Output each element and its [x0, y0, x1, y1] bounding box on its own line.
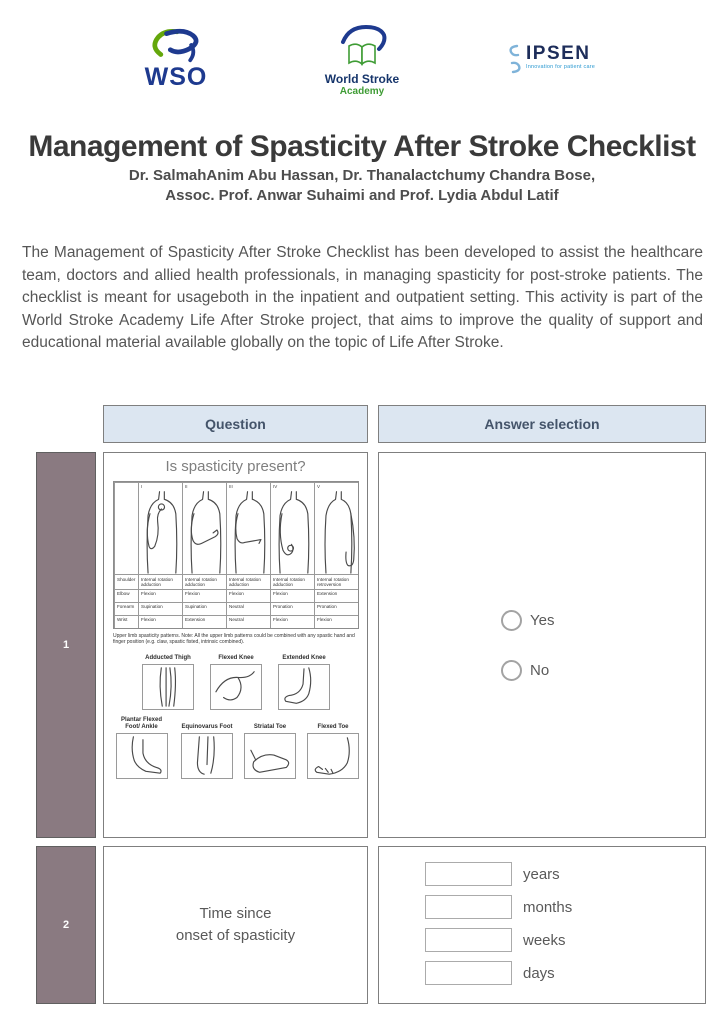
pattern-table-cell: Internal rotation retroversion [314, 574, 358, 589]
open-book-icon [333, 55, 391, 72]
question-cell-2 [103, 846, 368, 1004]
pattern-numeral: IV [273, 484, 278, 489]
wso-logo-text: WSO [144, 63, 208, 91]
pattern-table-cell: Flexion [270, 615, 314, 628]
years-label: years [523, 865, 560, 883]
row-number-badge-2: 2 [36, 846, 96, 1004]
pattern-table-cell: Neutral [226, 615, 270, 628]
question-column-header: Question [103, 405, 368, 443]
pattern-table-cell: Supination [138, 602, 182, 615]
question-2-line1: Time since [199, 905, 272, 922]
pattern-numeral: III [229, 484, 233, 489]
lower-pattern-item [244, 717, 296, 779]
time-entry-row-months [425, 895, 705, 919]
pattern-table-row-label: Shoulder [114, 574, 138, 589]
pattern-table-cell: Flexion [138, 615, 182, 628]
row-number-badge-1: 1 [36, 452, 96, 838]
radio-label-no: No [530, 661, 550, 679]
lower-pattern-label: Striatal Toe [253, 723, 287, 730]
time-entry-row-days [425, 961, 705, 985]
ipsen-logo-text: IPSEN [526, 43, 591, 64]
lower-pattern-label: Equinovarus Foot [181, 723, 233, 730]
pattern-table-cell: Flexion [314, 615, 358, 628]
question-1-text: Is spasticity present? [165, 458, 306, 475]
days-input[interactable] [425, 961, 512, 985]
question-2-text [176, 903, 295, 947]
lower-pattern-label: Extended Knee [282, 655, 326, 661]
pattern-table-cell: Internal rotation adduction [270, 574, 314, 589]
lower-pattern-item [113, 717, 170, 779]
days-label: days [523, 964, 555, 982]
lower-limb-patterns-row1 [113, 655, 359, 710]
pattern-table-row-label: Wrist [114, 615, 138, 628]
time-entry-row-weeks [425, 928, 705, 952]
months-label: months [523, 898, 573, 916]
lower-pattern-label: Flexed Toe [317, 723, 349, 730]
question-cell-1 [103, 452, 368, 838]
striatal-toe-sketch [244, 733, 296, 779]
lower-pattern-item [181, 717, 233, 779]
lower-pattern-label: Plantar Flexed Foot/ Ankle [120, 716, 162, 730]
wsa-logo-line1: World Stroke [324, 72, 400, 86]
pattern-iv-sketch [270, 482, 314, 574]
weeks-input[interactable] [425, 928, 512, 952]
ipsen-logo [507, 44, 627, 79]
lower-pattern-item [278, 655, 330, 710]
radio-button-no[interactable] [501, 660, 522, 681]
lower-pattern-item [210, 655, 262, 710]
pattern-table-cell: Internal rotation adduction [182, 574, 226, 589]
radio-label-yes: Yes [530, 611, 555, 629]
lower-pattern-label: Flexed Knee [218, 655, 254, 661]
pattern-table-cell: Pronation [314, 602, 358, 615]
answer-cell-2 [378, 846, 706, 1004]
question-2-line2: onset of spasticity [175, 927, 296, 944]
radio-button-yes[interactable] [501, 610, 522, 631]
pattern-table-cell: Flexion [226, 589, 270, 602]
lower-pattern-label: Adducted Thigh [145, 655, 191, 661]
lower-pattern-item [142, 655, 194, 710]
pattern-numeral: V [317, 484, 321, 489]
equinovarus-foot-sketch [181, 733, 233, 779]
flexed-knee-sketch [210, 664, 262, 710]
years-input[interactable] [425, 862, 512, 886]
authors [0, 166, 724, 206]
ipsen-tagline: Innovation for patient care [526, 64, 595, 70]
pattern-table-row-label: Elbow [114, 589, 138, 602]
pattern-table-cell: Pronation [270, 602, 314, 615]
figure-caption: Upper limb spasticity patterns. Note: All the upper limb patterns could be combined with any spastic hand and finger position (e.g. claw, spastic fisted, intrinsic combined). [113, 632, 355, 646]
pattern-table-cell: Internal rotation adduction [138, 574, 182, 589]
pattern-ii-sketch [182, 482, 226, 574]
flexed-toe-sketch [307, 733, 359, 779]
pattern-table-cell: Supination [182, 602, 226, 615]
pattern-table-cell: Extension [182, 615, 226, 628]
world-stroke-academy-logo [316, 24, 408, 98]
wso-logo [136, 28, 216, 92]
weeks-label: weeks [523, 931, 566, 949]
lower-limb-patterns-row2 [113, 717, 359, 779]
lower-pattern-item [307, 717, 359, 779]
pattern-iii-sketch [226, 482, 270, 574]
plantar-flexed-foot-sketch [116, 733, 168, 779]
pattern-table-cell: Flexion [138, 589, 182, 602]
pattern-row-label-spacer [114, 482, 138, 574]
answer-cell-1 [378, 452, 706, 838]
pattern-table-cell: Flexion [270, 589, 314, 602]
intro-paragraph: The Management of Spasticity After Stroke Checklist has been developed to assist the healthcare team, doctors and allied health professionals, in managing spasticity for post-stroke patients. The checklist is meant for usageboth in the inpatient and outpatient setting. This activity is part of the World Stroke Academy Life After Stroke project, that aims to improve the quality of support and educational material available globally on the topic of Life After Stroke. [22, 244, 703, 351]
answer-option-no[interactable] [501, 660, 705, 681]
ipsen-glyph-icon [507, 44, 523, 79]
authors-line1: Dr. SalmahAnim Abu Hassan, Dr. Thanalactchumy Chandra Bose, [128, 167, 596, 184]
adducted-thigh-sketch [142, 664, 194, 710]
pattern-v-sketch [314, 482, 358, 574]
page-title: Management of Spasticity After Stroke Checklist [28, 130, 696, 163]
authors-line2: Assoc. Prof. Anwar Suhaimi and Prof. Lydia Abdul Latif [165, 187, 559, 204]
answer-option-yes[interactable] [501, 610, 705, 631]
pattern-numeral: II [185, 484, 188, 489]
spasticity-patterns-figure [113, 481, 359, 779]
pattern-table-row-label: Forearm [114, 602, 138, 615]
pattern-numeral: I [141, 484, 143, 489]
wsa-logo-line2: Academy [339, 86, 385, 97]
pattern-table-cell: Extension [314, 589, 358, 602]
pattern-i-sketch [138, 482, 182, 574]
upper-limb-pattern-table [113, 481, 359, 629]
pattern-table-cell: Flexion [182, 589, 226, 602]
pattern-table-cell: Internal rotation adduction [226, 574, 270, 589]
pattern-table-cell: Neutral [226, 602, 270, 615]
months-input[interactable] [425, 895, 512, 919]
time-entry-row-years [425, 862, 705, 886]
extended-knee-sketch [278, 664, 330, 710]
answer-column-header: Answer selection [378, 405, 706, 443]
